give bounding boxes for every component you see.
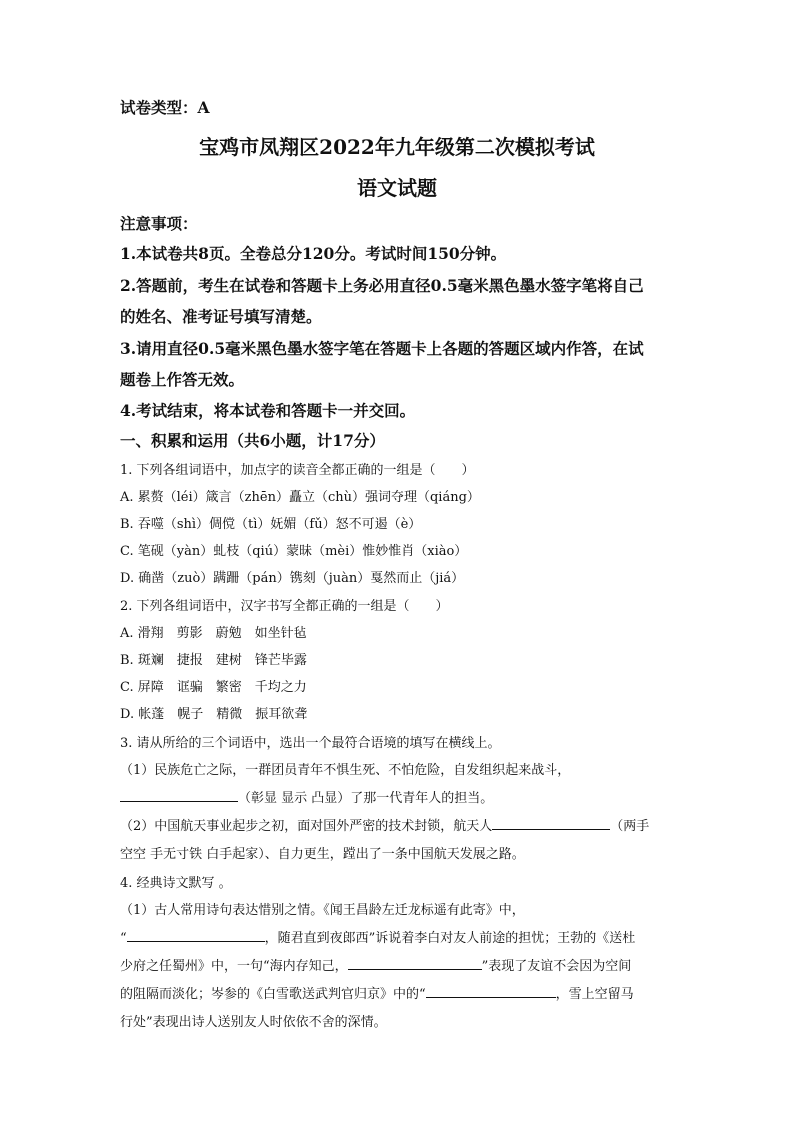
question-1-option: A. 累赘（léi）箴言（zhēn）矗立（chù）强词夺理（qiáng） — [120, 490, 480, 505]
question-4-line: （1）古人常用诗句表达惜别之情。《闻王昌龄左迁龙标遥有此寄》中， — [120, 903, 525, 918]
answer-blank[interactable] — [426, 983, 556, 998]
notice-item: 1.本试卷共8页。全卷总分120分。考试时间150分钟。 — [120, 244, 507, 263]
question-1-option: B. 吞噬（shì）倜傥（tì）妩媚（fǔ）怒不可遏（è） — [120, 517, 422, 532]
exam-subtitle: 语文试题 — [357, 176, 437, 200]
question-3-part2-line2: 空空 手无寸铁 白手起家）、自力更生，蹚出了一条中国航天发展之路。 — [120, 847, 525, 862]
question-2-option: C. 屏障 诓骗 繁密 千均之力 — [120, 680, 307, 695]
question-1-option: D. 确凿（zuò）蹒跚（pán）镌刻（juàn）戛然而止（jiá） — [120, 571, 465, 586]
question-4-line: “ ，随君直到夜郎西”诉说着李白对友人前途的担忧；王勃的《送杜 — [120, 927, 635, 946]
notice-item: 4.考试结束，将本试卷和答题卡一并交回。 — [120, 401, 416, 420]
question-1-option: C. 笔砚（yàn）虬枝（qiú）蒙昧（mèi）惟妙惟肖（xiào） — [120, 544, 468, 559]
question-2-option: D. 帐蓬 幌子 精微 振耳欲聋 — [120, 707, 308, 722]
answer-blank[interactable] — [127, 927, 265, 942]
question-2-option: B. 斑斓 捷报 建树 锋芒毕露 — [120, 653, 307, 668]
notice-item: 2.答题前，考生在试卷和答题卡上务必用直径0.5毫米黑色墨水签字笔将自己 — [120, 276, 644, 295]
question-4-line: 少府之任蜀州》中，一句“海内存知己， ”表现了友谊不会因为空间 — [120, 955, 631, 974]
answer-blank[interactable] — [492, 815, 610, 830]
question-4-line: 的阻隔而淡化；岑参的《白雪歌送武判官归京》中的“ ，雪上空留马 — [120, 983, 634, 1002]
question-4-line: 行处”表现出诗人送别友人时依依不舍的深情。 — [120, 1015, 387, 1030]
question-2-option: A. 滑翔 剪影 蔚勉 如坐针毡 — [120, 626, 307, 641]
notice-heading: 注意事项： — [120, 214, 198, 233]
question-3-stem: 3. 请从所给的三个词语中，选出一个最符合语境的填写在横线上。 — [120, 736, 501, 751]
notice-item: 题卷上作答无效。 — [120, 370, 245, 389]
notice-item: 3.请用直径0.5毫米黑色墨水签字笔在答题卡上各题的答题区域内作答，在试 — [120, 339, 644, 358]
question-3-part1: （1）民族危亡之际，一群团员青年不惧生死、不怕危险，自发组织起来战斗， — [120, 763, 571, 778]
question-3-part2: （2）中国航天事业起步之初，面对国外严密的技术封锁，航天人 （两手 — [120, 815, 649, 834]
exam-title: 宝鸡市凤翔区2022年九年级第二次模拟考试 — [199, 135, 595, 159]
paper-type: 试卷类型：A — [120, 98, 210, 117]
answer-blank[interactable] — [348, 955, 482, 970]
question-2-stem: 2. 下列各组词语中，汉字书写全都正确的一组是（ ） — [120, 599, 449, 614]
question-4-stem: 4. 经典诗文默写 。 — [120, 876, 232, 891]
answer-blank[interactable] — [120, 787, 238, 802]
question-3-part1-line2: （彰显 显示 凸显）了那一代青年人的担当。 — [120, 787, 493, 806]
question-1-stem: 1. 下列各组词语中，加点字的读音全都正确的一组是（ ） — [120, 463, 475, 478]
notice-item: 的姓名、准考证号填写清楚。 — [120, 307, 322, 326]
section-heading: 一、积累和运用（共6小题，计17分） — [120, 431, 385, 450]
